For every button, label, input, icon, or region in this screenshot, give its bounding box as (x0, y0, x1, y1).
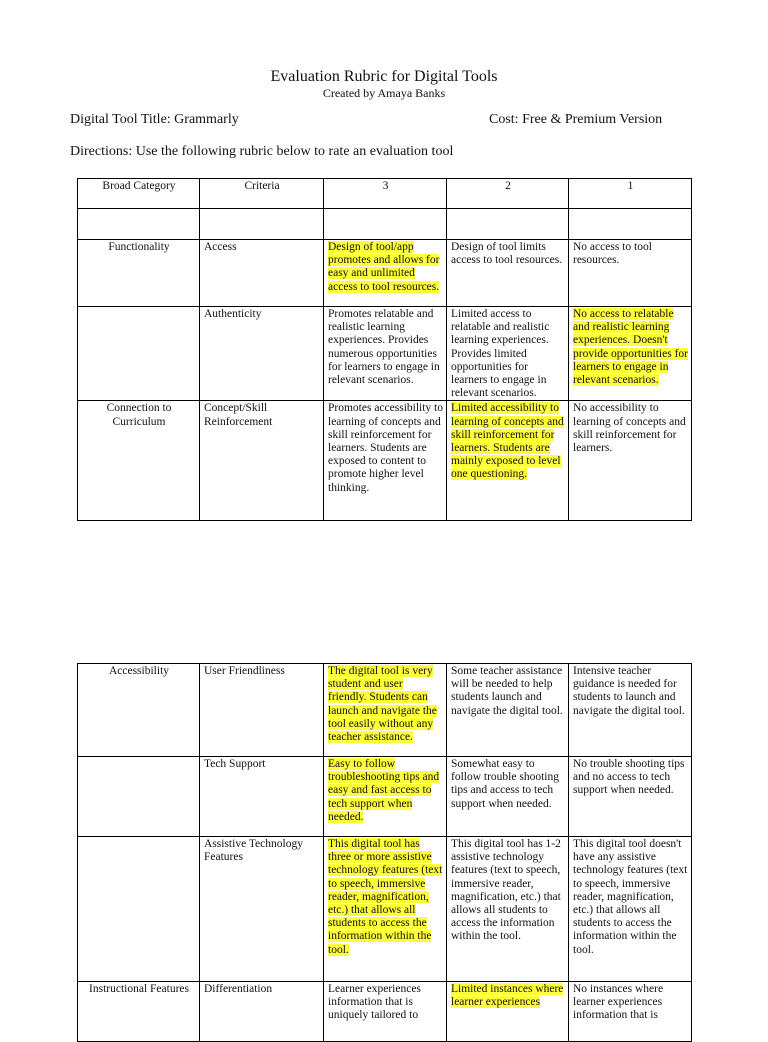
highlighted-text: The digital tool is very student and user friendly. Students can launch and navigate the tool easily without any teacher assistance. (328, 665, 437, 744)
score-1-cell: No accessibility to learning of concepts and skill reinforcement for learners. (569, 401, 692, 521)
score-2-cell: Somewhat easy to follow trouble shooting tips and access to tech support when needed. (447, 757, 569, 837)
header-score-2: 2 (447, 179, 569, 209)
highlighted-text: Limited instances where learner experiences (451, 983, 564, 1009)
header-row (78, 179, 692, 209)
category-cell (78, 837, 200, 982)
highlighted-text: Design of tool/app promotes and allows for easy and unlimited access to tool resources. (328, 241, 440, 293)
table-row-tech-support (78, 757, 692, 837)
criteria-cell: Assistive Technology Features (200, 837, 324, 982)
blank-cell (324, 209, 447, 240)
category-cell: Functionality (78, 240, 200, 307)
tool-cost: Cost: Free & Premium Version (489, 112, 663, 127)
rubric-table-part-2 (77, 663, 692, 1042)
score-3-cell (324, 240, 447, 307)
highlighted-text: Limited accessibility to learning of concepts and skill reinforcement for learners. Students are mainly exposed to level one questioning. (451, 402, 564, 481)
criteria-cell: Concept/Skill Reinforcement (200, 401, 324, 521)
score-1-cell: This digital tool doesn't have any assistive technology features (text to speech, immersive reader, magnification, etc.) that allows all students to access the information within the tool. (569, 837, 692, 982)
header-broad-category: Broad Category (78, 179, 200, 209)
score-1-cell: No instances where learner experiences information that is (569, 982, 692, 1042)
blank-cell (569, 209, 692, 240)
criteria-cell: User Friendliness (200, 664, 324, 757)
header-criteria: Criteria (200, 179, 324, 209)
blank-cell (447, 209, 569, 240)
tool-title: Digital Tool Title: Grammarly (70, 112, 239, 127)
category-cell: Connection to Curriculum (78, 401, 200, 521)
score-1-cell: Intensive teacher guidance is needed for students to launch and navigate the digital tool. (569, 664, 692, 757)
header-score-1: 1 (569, 179, 692, 209)
score-3-cell: Promotes relatable and realistic learning experiences. Provides numerous opportunities for learners to engage in relevant scenarios. (324, 307, 447, 401)
score-3-cell (324, 757, 447, 837)
criteria-cell: Authenticity (200, 307, 324, 401)
score-3-cell (324, 664, 447, 757)
blank-row (78, 209, 692, 240)
score-2-cell (447, 982, 569, 1042)
category-cell (78, 757, 200, 837)
table-row-concept-skill (78, 401, 692, 521)
score-2-cell (447, 401, 569, 521)
score-3-cell: Learner experiences information that is uniquely tailored to (324, 982, 447, 1042)
table-row-authenticity (78, 307, 692, 401)
directions-text: Directions: Use the following rubric below to rate an evaluation tool (70, 144, 454, 159)
score-1-cell (569, 307, 692, 401)
score-3-cell: Promotes accessibility to learning of concepts and skill reinforcement for learners. Students are exposed to content to promote higher level thinking. (324, 401, 447, 521)
blank-cell (78, 209, 200, 240)
category-cell: Instructional Features (78, 982, 200, 1042)
table-row-access (78, 240, 692, 307)
table-row-user-friendliness (78, 664, 692, 757)
table-row-differentiation (78, 982, 692, 1042)
criteria-cell: Differentiation (200, 982, 324, 1042)
score-2-cell: This digital tool has 1-2 assistive technology features (text to speech, immersive reader, magnification, etc.) that allows all students to access the information within the tool. (447, 837, 569, 982)
score-2-cell: Design of tool limits access to tool resources. (447, 240, 569, 307)
category-cell (78, 307, 200, 401)
score-1-cell: No access to tool resources. (569, 240, 692, 307)
document-title: Evaluation Rubric for Digital Tools (270, 68, 498, 85)
score-3-cell (324, 837, 447, 982)
highlighted-text: This digital tool has three or more assistive technology features (text to speech, immersive reader, magnification, etc.) that allows all students to access the information within the tool. (328, 838, 443, 956)
header-score-3: 3 (324, 179, 447, 209)
category-cell: Accessibility (78, 664, 200, 757)
score-1-cell: No trouble shooting tips and no access to tech support when needed. (569, 757, 692, 837)
criteria-cell: Access (200, 240, 324, 307)
highlighted-text: Easy to follow troubleshooting tips and easy and fast access to tech support when needed. (328, 758, 440, 823)
document-author: Created by Amaya Banks (322, 86, 446, 100)
table-row-assistive-technology (78, 837, 692, 982)
rubric-table-part-1 (77, 178, 692, 521)
blank-cell (200, 209, 324, 240)
highlighted-text: No access to relatable and realistic learning experiences. Doesn't provide opportunities for learners to engage in relevant scenarios. (573, 308, 688, 387)
criteria-cell: Tech Support (200, 757, 324, 837)
score-2-cell: Some teacher assistance will be needed to help students launch and navigate the digital tool. (447, 664, 569, 757)
score-2-cell: Limited access to relatable and realistic learning experiences. Provides limited opportunities for learners to engage in relevant scenarios. (447, 307, 569, 401)
